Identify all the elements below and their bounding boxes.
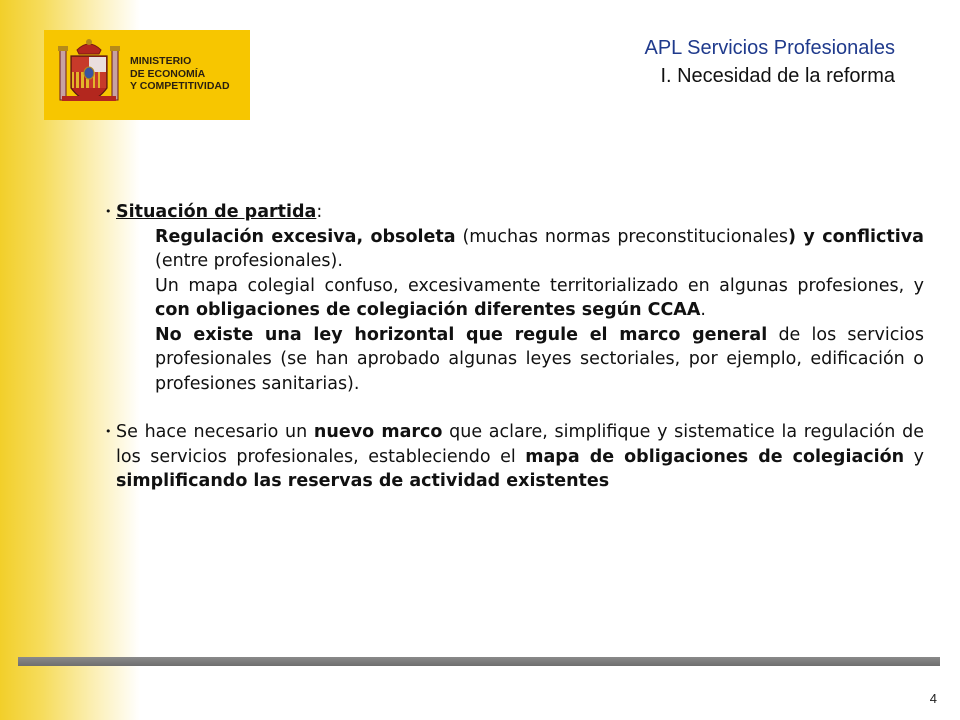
text-run: Un mapa colegial confuso, excesivamente territorializado en algunas profesiones, y — [155, 275, 924, 296]
slide-body — [105, 200, 924, 494]
ministry-line-3: Y COMPETITIVIDAD — [130, 80, 230, 92]
spacer — [105, 396, 924, 420]
bullet-dot-icon: • — [105, 425, 112, 438]
ministry-name — [130, 55, 230, 93]
ministry-logo — [44, 30, 250, 120]
section-heading-suffix: : — [316, 202, 323, 222]
bold-text-run: simplificando las reservas de actividad existentes — [116, 471, 610, 491]
bullet-nuevo-marco — [105, 420, 924, 494]
paragraph-nuevo-marco — [116, 422, 924, 491]
bold-text-run: Regulación excesiva, obsoleta — [155, 226, 456, 247]
text-run: Se hace necesario un — [116, 422, 314, 442]
slide-title: APL Servicios Profesionales — [644, 37, 895, 59]
text-run: y — [904, 446, 925, 467]
bullet-dot-icon: • — [105, 205, 112, 218]
coat-of-arms-icon — [58, 36, 120, 116]
text-run: . — [700, 300, 706, 320]
page-number: 4 — [929, 691, 937, 706]
bold-text-run: con obligaciones de colegiación diferentes según CCAA — [155, 300, 701, 320]
bullet-situacion — [105, 200, 924, 225]
text-run: de los servicios profesionales (se han aprobado algunas leyes sectoriales, por ejemplo, edificación o profesiones sanitarias). — [155, 324, 924, 394]
text-run: que aclare, simplifique y sistematice la regulación de los servicios profesionales, estableciendo el — [116, 422, 924, 467]
slide-subtitle: I. Necesidad de la reforma — [660, 65, 895, 87]
paragraph-ley-horizontal — [105, 323, 924, 397]
bold-text-run: mapa de obligaciones de colegiación — [525, 446, 905, 467]
paragraph-mapa-colegial — [105, 274, 924, 323]
bold-text-run: ) y conflictiva — [787, 226, 924, 247]
text-run: (muchas normas preconstitucionales — [455, 226, 788, 247]
bold-text-run: nuevo marco — [313, 422, 443, 442]
text-run: (entre profesionales). — [155, 251, 343, 271]
section-heading: Situación de partida — [116, 202, 317, 222]
ministry-line-1: MINISTERIO — [130, 55, 192, 67]
footer-divider — [18, 657, 940, 666]
bold-text-run: No existe una ley horizontal que regule el marco general — [155, 324, 768, 345]
ministry-line-2: DE ECONOMÍA — [130, 67, 206, 80]
paragraph-regulacion — [105, 225, 924, 274]
